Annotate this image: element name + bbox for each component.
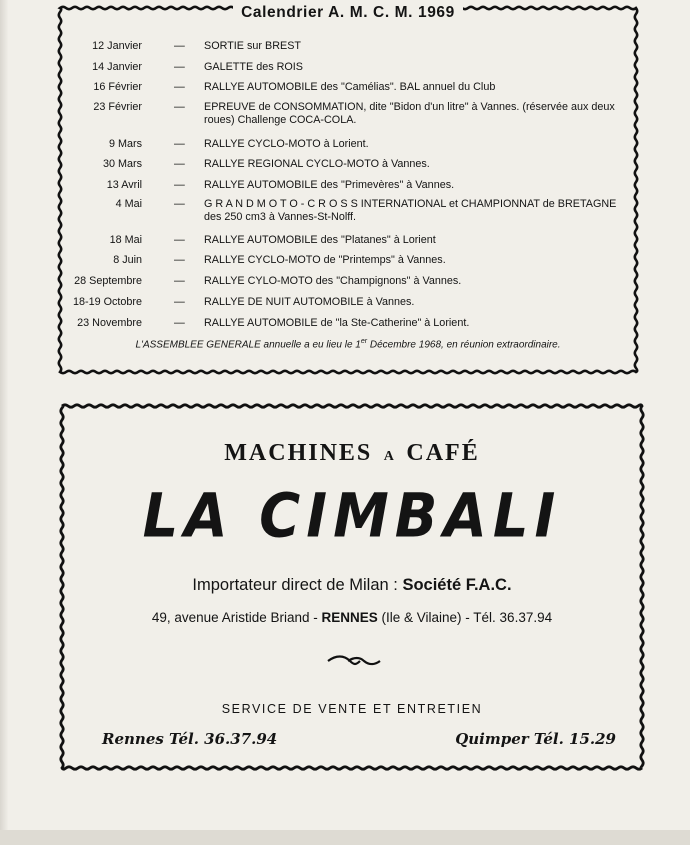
event-date: 16 Février (93, 81, 142, 93)
event-date: 12 Janvier (92, 40, 142, 52)
event-description: GALETTE des ROIS (204, 61, 304, 73)
headline-machines: MACHINES (224, 440, 373, 466)
phone-rennes: Rennes Tél. 36.37.94 (102, 730, 278, 748)
importer-company: Société F.A.C. (402, 576, 512, 594)
event-dash: — (174, 234, 185, 246)
event-dash: — (174, 81, 185, 93)
event-description: RALLYE REGIONAL CYCLO-MOTO à Vannes. (204, 158, 430, 170)
page-bottom-edge (0, 830, 690, 845)
event-date: 18 Mai (109, 234, 142, 246)
brand-logo-text: LA CIMBALI (142, 481, 562, 552)
address-rest: (Ile & Vilaine) - Tél. 36.37.94 (377, 610, 553, 625)
calendar-box (56, 4, 640, 376)
address-city: RENNES (321, 610, 378, 625)
address-street: 49, avenue Aristide Briand - (151, 610, 322, 625)
event-description: RALLYE DE NUIT AUTOMOBILE à Vannes. (204, 296, 415, 308)
event-dash: — (174, 40, 185, 52)
event-date: 18-19 Octobre (72, 296, 142, 308)
importer-line (58, 576, 646, 595)
event-date: 30 Mars (102, 158, 142, 170)
event-date: 9 Mars (109, 138, 142, 150)
event-description: EPREUVE de CONSOMMATION, dite "Bidon d'un litre" à Vannes. (réservée aux deux roues) Challenge COCA-COLA. (204, 101, 615, 126)
page-edge (0, 0, 8, 845)
event-date: 4 Mai (115, 198, 142, 210)
event-dash: — (174, 158, 185, 170)
event-dash: — (174, 198, 185, 210)
ad-headline (58, 440, 646, 467)
event-dash: — (174, 61, 185, 73)
event-description: RALLYE AUTOMOBILE de "la Ste-Catherine" à Lorient. (204, 317, 470, 329)
event-date: 14 Janvier (92, 61, 142, 73)
ornament-divider-icon (326, 654, 382, 668)
address-line (58, 610, 646, 625)
event-description: RALLYE CYCLO-MOTO de "Printemps" à Vannes. (204, 254, 446, 266)
note-text-start: L'ASSEMBLEE GENERALE annuelle a eu lieu le 1 (135, 339, 361, 351)
event-dash: — (174, 296, 185, 308)
importer-prefix: Importateur direct de Milan : (192, 576, 403, 594)
calendar-title-text: Calendrier A. M. C. M. 1969 (233, 4, 463, 21)
calendar-note (56, 338, 640, 350)
event-description: G R A N D M O T O - C R O S S INTERNATIONAL et CHAMPIONNAT de BRETAGNE des 250 cm3 à Vannes-St-Nolff. (204, 198, 617, 223)
event-dash: — (174, 138, 185, 150)
event-dash: — (174, 275, 185, 287)
event-date: 23 Novembre (77, 317, 142, 329)
note-text-end: Décembre 1968, en réunion extraordinaire. (367, 339, 561, 351)
service-line: SERVICE DE VENTE ET ENTRETIEN (221, 702, 483, 716)
event-description: RALLYE AUTOMOBILE des "Platanes" à Lorient (204, 234, 436, 246)
headline-cafe: CAFÉ (406, 440, 480, 466)
event-date: 13 Avril (106, 179, 142, 191)
event-description: RALLYE AUTOMOBILE des "Primevères" à Vannes. (204, 179, 455, 191)
calendar-title (56, 4, 640, 22)
event-dash: — (174, 101, 185, 113)
headline-a: A (383, 449, 395, 464)
event-description: SORTIE sur BREST (204, 40, 301, 52)
event-description: RALLYE CYLO-MOTO des "Champignons" à Vannes. (204, 275, 462, 287)
event-description: RALLYE AUTOMOBILE des "Camélias". BAL annuel du Club (204, 81, 496, 93)
event-date: 28 Septembre (74, 275, 142, 287)
advertisement-box (58, 402, 646, 772)
event-dash: — (174, 317, 185, 329)
phone-quimper: Quimper Tél. 15.29 (455, 730, 616, 748)
event-dash: — (174, 254, 185, 266)
event-date: 23 Février (93, 101, 142, 113)
note-superscript: er (360, 338, 368, 345)
event-dash: — (174, 179, 185, 191)
event-description: RALLYE CYCLO-MOTO à Lorient. (204, 138, 369, 150)
event-date: 8 Juin (113, 254, 142, 266)
